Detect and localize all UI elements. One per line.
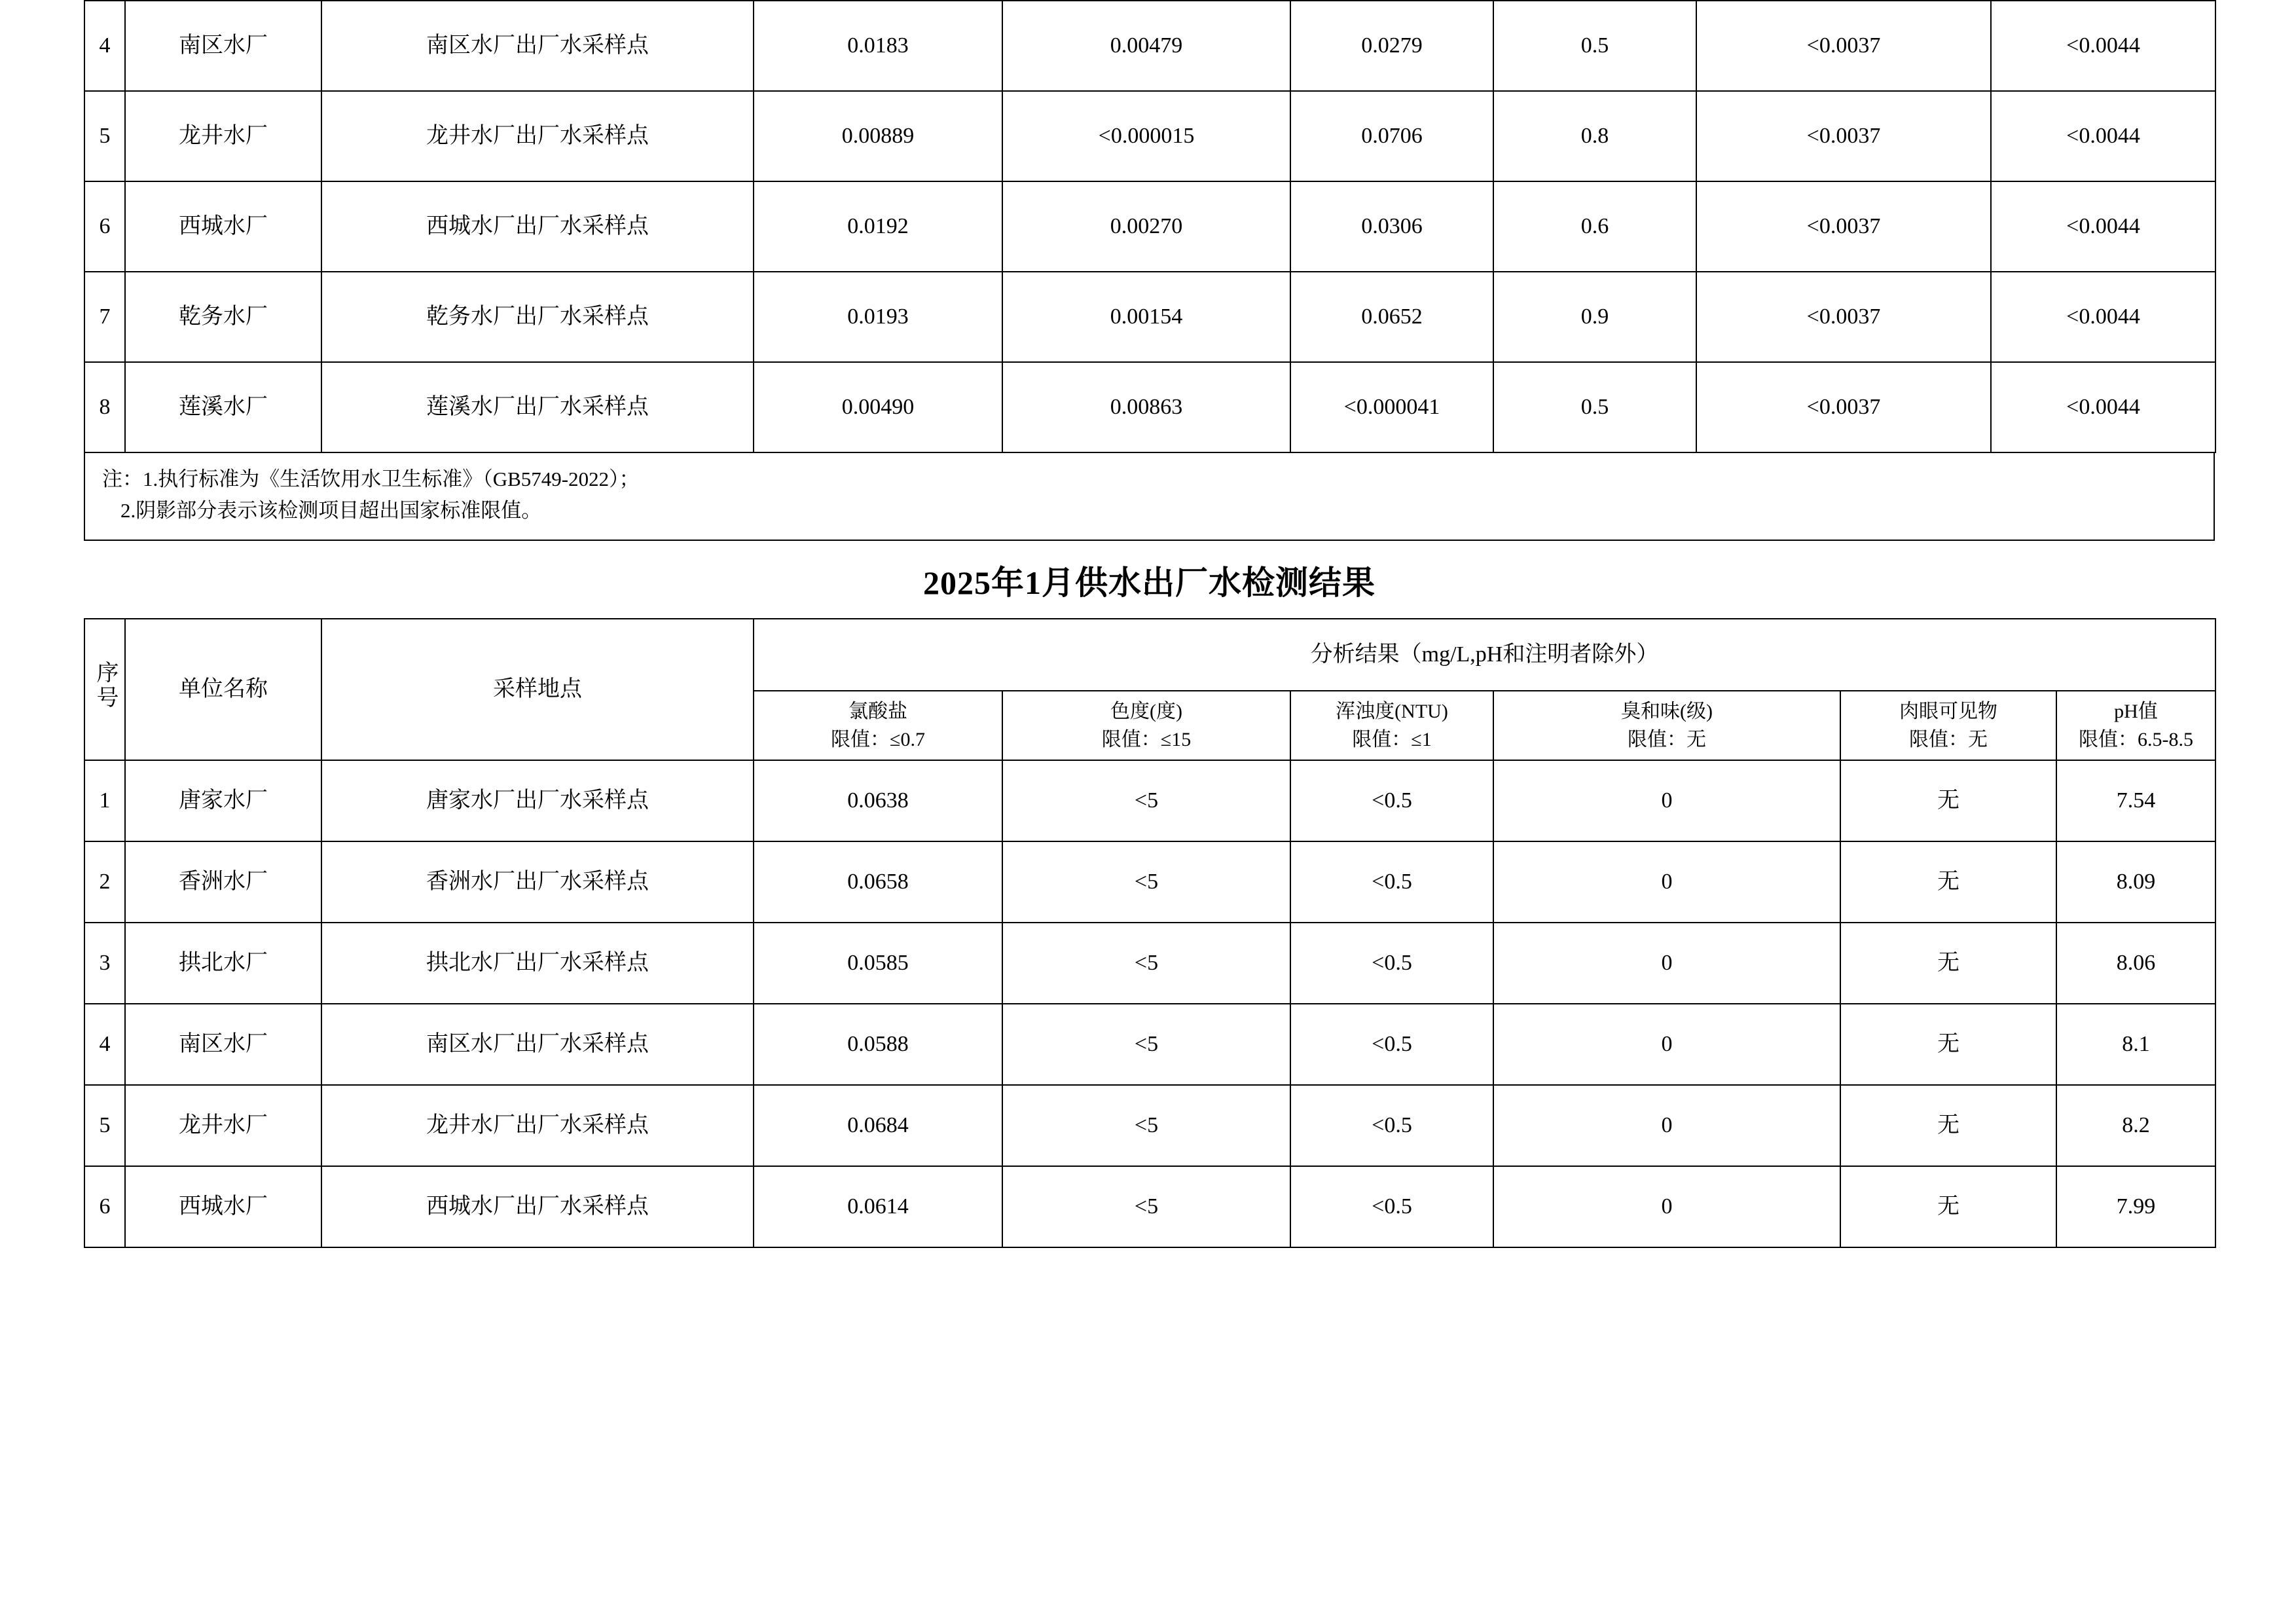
cell-value: 0.8 — [1493, 91, 1696, 181]
cell-unit: 香洲水厂 — [125, 841, 321, 923]
cell-seq: 2 — [84, 841, 125, 923]
cell-seq: 4 — [84, 1004, 125, 1085]
cell-seq: 8 — [84, 362, 125, 452]
header-visible-matter-limit: 限值：无 — [1909, 729, 1988, 751]
cell-site: 拱北水厂出厂水采样点 — [321, 923, 754, 1004]
cell-odor-taste: 0 — [1493, 1166, 1840, 1247]
footnote-line-1: 注：1.执行标准为《生活饮用水卫生标准》（GB5749-2022）； — [102, 468, 640, 490]
cell-value: 0.00479 — [1002, 1, 1290, 91]
cell-value: 0.0652 — [1290, 272, 1493, 362]
water-quality-table-january — [84, 618, 2216, 1248]
cell-unit: 南区水厂 — [125, 1004, 321, 1085]
header-chlorate-name: 氯酸盐 — [848, 700, 907, 722]
cell-value: 0.6 — [1493, 181, 1696, 272]
cell-site: 西城水厂出厂水采样点 — [321, 1166, 754, 1247]
report-sheet — [84, 0, 2215, 1248]
cell-value: <0.0037 — [1696, 181, 1991, 272]
header-ph-name: pH值 — [2114, 700, 2158, 722]
cell-value: <0.0044 — [1991, 272, 2215, 362]
header-odor-taste-name: 臭和味(级) — [1621, 700, 1713, 722]
cell-odor-taste: 0 — [1493, 1085, 1840, 1166]
header-odor-taste — [1493, 691, 1840, 760]
header-turbidity — [1290, 691, 1493, 760]
cell-site: 莲溪水厂出厂水采样点 — [321, 362, 754, 452]
table-row — [84, 272, 2215, 362]
cell-value: <0.0037 — [1696, 1, 1991, 91]
cell-odor-taste: 0 — [1493, 1004, 1840, 1085]
cell-chlorate: 0.0658 — [754, 841, 1002, 923]
cell-seq: 6 — [84, 181, 125, 272]
cell-value: 0.00889 — [754, 91, 1002, 181]
cell-chlorate: 0.0614 — [754, 1166, 1002, 1247]
table-row — [84, 1085, 2215, 1166]
cell-unit: 莲溪水厂 — [125, 362, 321, 452]
table-header-row — [84, 619, 2215, 691]
header-chlorate-limit: 限值：≤0.7 — [831, 729, 925, 751]
cell-ph: 8.09 — [2056, 841, 2215, 923]
cell-seq: 5 — [84, 91, 125, 181]
header-chroma-limit: 限值：≤15 — [1101, 729, 1192, 751]
cell-seq: 7 — [84, 272, 125, 362]
cell-visible-matter: 无 — [1840, 1004, 2056, 1085]
cell-odor-taste: 0 — [1493, 923, 1840, 1004]
header-turbidity-limit: 限值：≤1 — [1352, 729, 1432, 751]
cell-value: 0.0193 — [754, 272, 1002, 362]
cell-site: 唐家水厂出厂水采样点 — [321, 760, 754, 841]
cell-visible-matter: 无 — [1840, 841, 2056, 923]
table-footnote — [84, 453, 2215, 541]
cell-value: 0.5 — [1493, 1, 1696, 91]
cell-site: 香洲水厂出厂水采样点 — [321, 841, 754, 923]
cell-seq: 5 — [84, 1085, 125, 1166]
cell-odor-taste: 0 — [1493, 760, 1840, 841]
header-site: 采样地点 — [321, 619, 754, 760]
cell-value: 0.00863 — [1002, 362, 1290, 452]
header-odor-taste-limit: 限值：无 — [1628, 729, 1706, 751]
cell-value: 0.0192 — [754, 181, 1002, 272]
water-quality-table-continued — [84, 0, 2216, 453]
cell-site: 龙井水厂出厂水采样点 — [321, 1085, 754, 1166]
cell-visible-matter: 无 — [1840, 1166, 2056, 1247]
table-row — [84, 923, 2215, 1004]
cell-value: 0.0183 — [754, 1, 1002, 91]
table-row — [84, 181, 2215, 272]
cell-unit: 南区水厂 — [125, 1, 321, 91]
cell-value: 0.00270 — [1002, 181, 1290, 272]
cell-turbidity: <0.5 — [1290, 1004, 1493, 1085]
cell-ph: 8.06 — [2056, 923, 2215, 1004]
cell-value: 0.0306 — [1290, 181, 1493, 272]
cell-site: 西城水厂出厂水采样点 — [321, 181, 754, 272]
table-row — [84, 1004, 2215, 1085]
cell-chroma: <5 — [1002, 1004, 1290, 1085]
cell-chlorate: 0.0638 — [754, 760, 1002, 841]
header-seq — [84, 619, 125, 760]
cell-value: 0.5 — [1493, 362, 1696, 452]
cell-chlorate: 0.0585 — [754, 923, 1002, 1004]
cell-unit: 西城水厂 — [125, 1166, 321, 1247]
cell-unit: 龙井水厂 — [125, 1085, 321, 1166]
cell-value: <0.000015 — [1002, 91, 1290, 181]
cell-site: 乾务水厂出厂水采样点 — [321, 272, 754, 362]
cell-value: <0.0044 — [1991, 362, 2215, 452]
cell-value: <0.0044 — [1991, 1, 2215, 91]
cell-value: 0.9 — [1493, 272, 1696, 362]
cell-seq: 3 — [84, 923, 125, 1004]
cell-ph: 7.54 — [2056, 760, 2215, 841]
cell-ph: 7.99 — [2056, 1166, 2215, 1247]
cell-seq: 6 — [84, 1166, 125, 1247]
cell-turbidity: <0.5 — [1290, 923, 1493, 1004]
cell-turbidity: <0.5 — [1290, 1166, 1493, 1247]
cell-odor-taste: 0 — [1493, 841, 1840, 923]
table-row — [84, 760, 2215, 841]
cell-ph: 8.2 — [2056, 1085, 2215, 1166]
table-row — [84, 1, 2215, 91]
header-chroma — [1002, 691, 1290, 760]
cell-chlorate: 0.0684 — [754, 1085, 1002, 1166]
cell-chroma: <5 — [1002, 841, 1290, 923]
header-ph — [2056, 691, 2215, 760]
header-chlorate — [754, 691, 1002, 760]
cell-value: 0.0706 — [1290, 91, 1493, 181]
table-row — [84, 362, 2215, 452]
cell-visible-matter: 无 — [1840, 923, 2056, 1004]
header-chroma-name: 色度(度) — [1110, 700, 1182, 722]
cell-site: 南区水厂出厂水采样点 — [321, 1, 754, 91]
cell-value: 0.00154 — [1002, 272, 1290, 362]
cell-turbidity: <0.5 — [1290, 1085, 1493, 1166]
cell-unit: 龙井水厂 — [125, 91, 321, 181]
cell-unit: 唐家水厂 — [125, 760, 321, 841]
cell-seq: 4 — [84, 1, 125, 91]
cell-value: 0.0279 — [1290, 1, 1493, 91]
header-visible-matter — [1840, 691, 2056, 760]
footnote-line-2: 2.阴影部分表示该检测项目超出国家标准限值。 — [120, 499, 542, 523]
cell-unit: 拱北水厂 — [125, 923, 321, 1004]
cell-value: <0.0037 — [1696, 362, 1991, 452]
cell-ph: 8.1 — [2056, 1004, 2215, 1085]
cell-chlorate: 0.0588 — [754, 1004, 1002, 1085]
cell-chroma: <5 — [1002, 923, 1290, 1004]
table-row — [84, 91, 2215, 181]
cell-value: <0.0037 — [1696, 272, 1991, 362]
cell-value: <0.000041 — [1290, 362, 1493, 452]
cell-turbidity: <0.5 — [1290, 841, 1493, 923]
cell-value: <0.0037 — [1696, 91, 1991, 181]
header-analysis-results: 分析结果（mg/L,pH和注明者除外） — [754, 619, 2215, 691]
table-row — [84, 1166, 2215, 1247]
cell-chroma: <5 — [1002, 1085, 1290, 1166]
cell-value: 0.00490 — [754, 362, 1002, 452]
header-ph-limit: 限值：6.5-8.5 — [2079, 729, 2193, 751]
cell-visible-matter: 无 — [1840, 760, 2056, 841]
cell-seq: 1 — [84, 760, 125, 841]
header-turbidity-name: 浑浊度(NTU) — [1336, 700, 1448, 722]
header-visible-matter-name: 肉眼可见物 — [1899, 700, 1997, 722]
page-title: 2025年1月供水出厂水检测结果 — [923, 564, 1376, 602]
cell-turbidity: <0.5 — [1290, 760, 1493, 841]
header-unit: 单位名称 — [125, 619, 321, 760]
cell-site: 龙井水厂出厂水采样点 — [321, 91, 754, 181]
cell-unit: 西城水厂 — [125, 181, 321, 272]
cell-chroma: <5 — [1002, 1166, 1290, 1247]
cell-unit: 乾务水厂 — [125, 272, 321, 362]
cell-visible-matter: 无 — [1840, 1085, 2056, 1166]
table-row — [84, 841, 2215, 923]
cell-site: 南区水厂出厂水采样点 — [321, 1004, 754, 1085]
cell-value: <0.0044 — [1991, 91, 2215, 181]
cell-value: <0.0044 — [1991, 181, 2215, 272]
cell-chroma: <5 — [1002, 760, 1290, 841]
header-seq-label: 序号 — [93, 660, 117, 710]
